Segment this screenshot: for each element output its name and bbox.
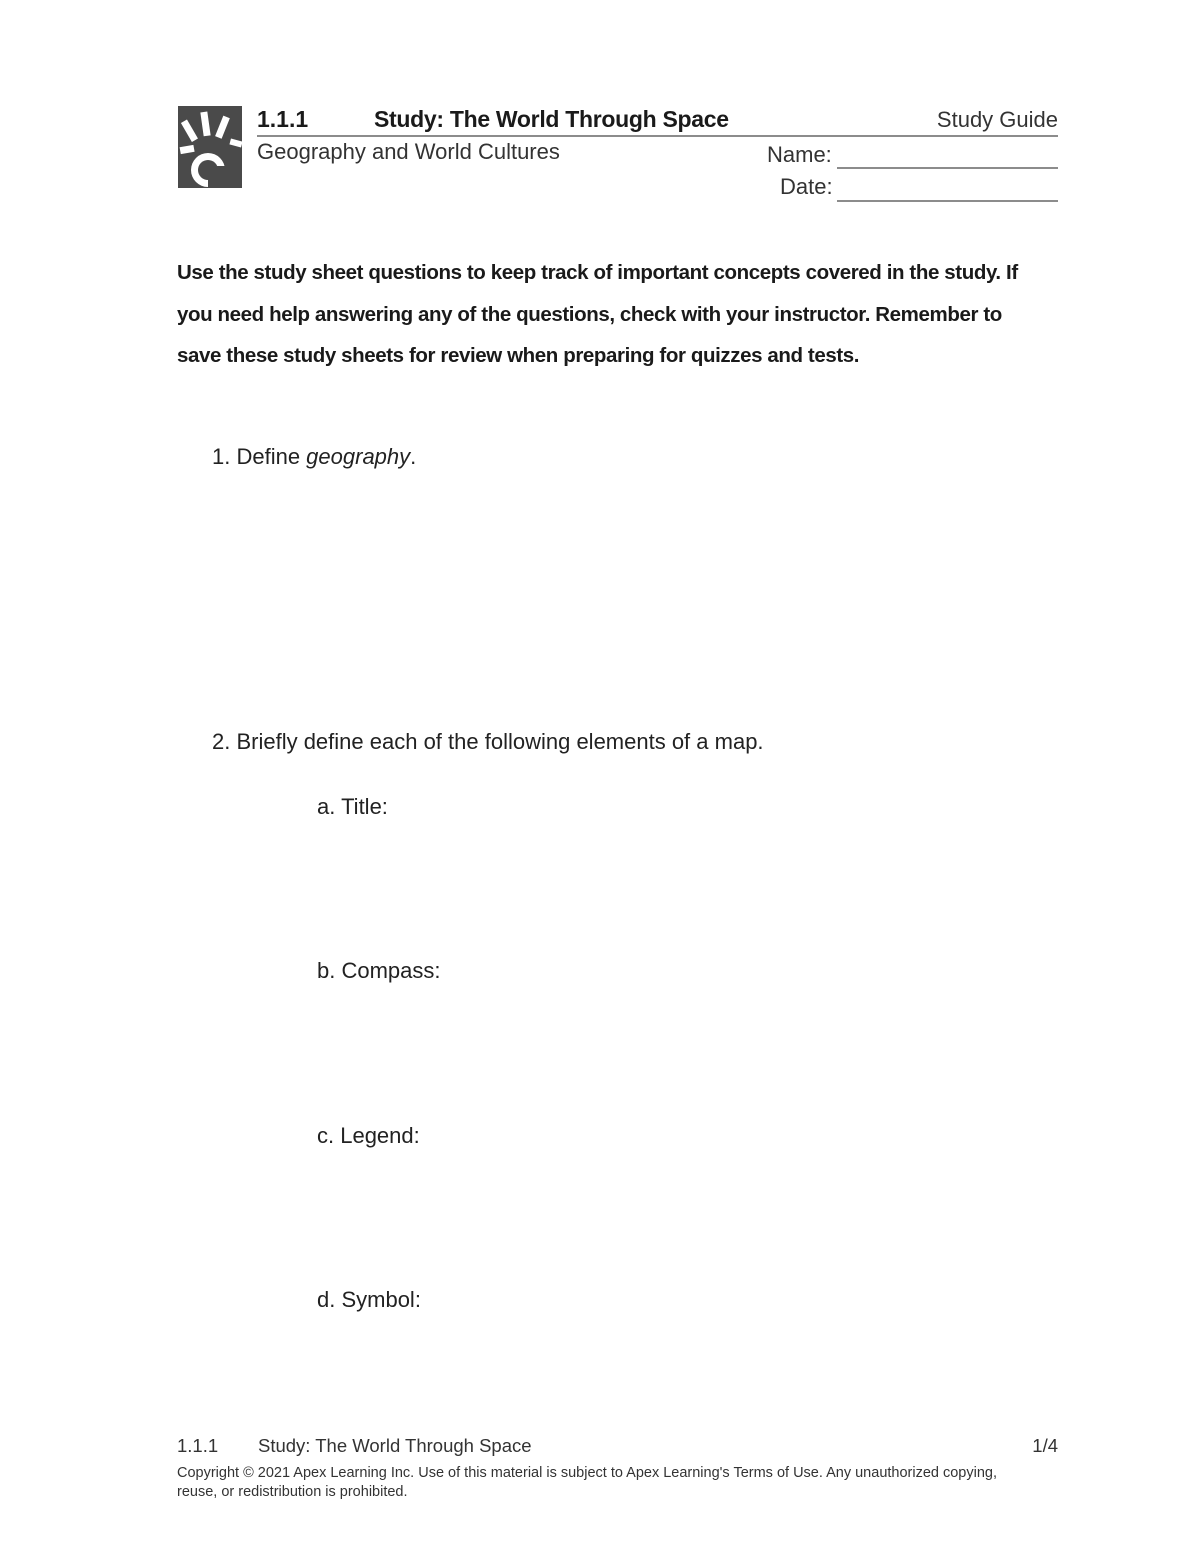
apex-learning-logo-icon (178, 106, 242, 188)
footer-lesson-number: 1.1.1 (177, 1435, 219, 1456)
lesson-number: 1.1.1 (257, 106, 309, 132)
question-1-prefix: 1. Define (212, 444, 307, 469)
header-divider (257, 135, 1058, 137)
footer-lesson-title: Study: The World Through Space (258, 1435, 532, 1456)
instructions: Use the study sheet questions to keep track of important concepts covered in the study. If you need help answering any of the questions, check with your instructor. Remember to save these study sheets for review when preparing for quizzes and tests. (177, 261, 1018, 367)
name-label: Name: (767, 142, 832, 167)
date-field[interactable] (837, 200, 1058, 202)
copyright-notice: Copyright © 2021 Apex Learning Inc. Use of this material is subject to Apex Learning's Terms of Use. Any unauthorized copying, reuse, or redistribution is prohibited. (177, 1465, 998, 1500)
question-1-term: geography (306, 444, 411, 469)
date-label: Date: (780, 174, 833, 199)
question-2: 2. Briefly define each of the following elements of a map. (212, 729, 764, 754)
question-1 (212, 444, 416, 470)
question-1-suffix: . (410, 444, 417, 469)
map-element-symbol: d. Symbol: (317, 1287, 421, 1312)
map-element-legend: c. Legend: (317, 1123, 420, 1148)
map-element-title: a. Title: (317, 794, 388, 819)
course-name: Geography and World Cultures (257, 139, 560, 164)
map-element-compass: b. Compass: (317, 958, 441, 983)
lesson-title: Study: The World Through Space (374, 106, 729, 132)
document-type: Study Guide (936, 107, 1058, 132)
name-field[interactable] (837, 167, 1058, 169)
page-number: 1/4 (1032, 1435, 1058, 1456)
